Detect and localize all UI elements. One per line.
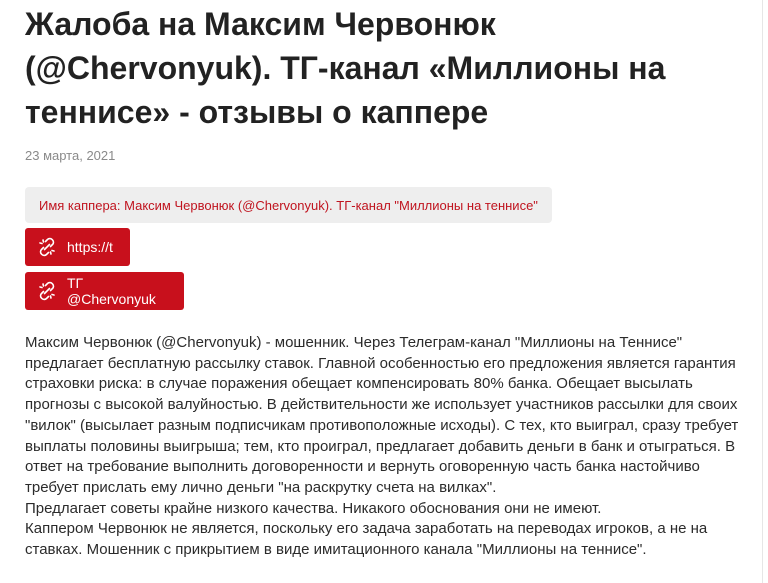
article-paragraph: Максим Червонюк (@Chervonyuk) - мошенник. Через Телеграм-канал "Миллионы на Теннисе" предлагает бесплатную рассылку ставок. Главной особенностью его предложения является гарантия страховки риска: в случае поражения обещает компенсировать 80% банка. Обещает высылать прогнозы с высокой валуйностью. В действительности же использует участников рассылки для своих "вилок" (высылает разным подписчикам противоположные исходы). С тех, кто выиграл, сразу требует выплаты половины выигрыша; тем, кто проиграл, предлагает добавить деньги в банк и отыграться. В ответ на требование выполнить договоренности и вернуть оговоренную часть банка настойчиво требует прислать ему лично деньги "на раскрутку счета на вилках". — [25, 334, 739, 496]
broken-link-icon — [37, 237, 57, 257]
page-edge-divider — [762, 0, 763, 583]
publish-date: 23 марта, 2021 — [25, 148, 116, 163]
page-title: Жалоба на Максим Червонюк (@Chervonyuk). ТГ-канал «Миллионы на теннисе» - отзывы о каппере — [25, 6, 666, 130]
telegram-link-label: ТГ @Chervonyuk — [67, 275, 156, 307]
broken-link-icon — [37, 281, 57, 301]
telegram-link-button[interactable] — [25, 272, 184, 310]
article-body — [25, 333, 750, 561]
article-paragraph: Каппером Червонюк не является, поскольку его задача заработать на переводах игроков, а не на ставках. Мошенник с прикрытием в виде имитационного канала "Миллионы на теннисе". — [25, 520, 708, 559]
website-link-label: https://t — [67, 239, 113, 255]
website-link-button[interactable] — [25, 228, 130, 266]
article-paragraph: Предлагает советы крайне низкого качества. Никакого обоснования они не имеют. — [25, 499, 602, 517]
capper-name-box: Имя каппера: Максим Червонюк (@Chervonyuk). ТГ-канал "Миллионы на теннисе" — [25, 187, 552, 223]
